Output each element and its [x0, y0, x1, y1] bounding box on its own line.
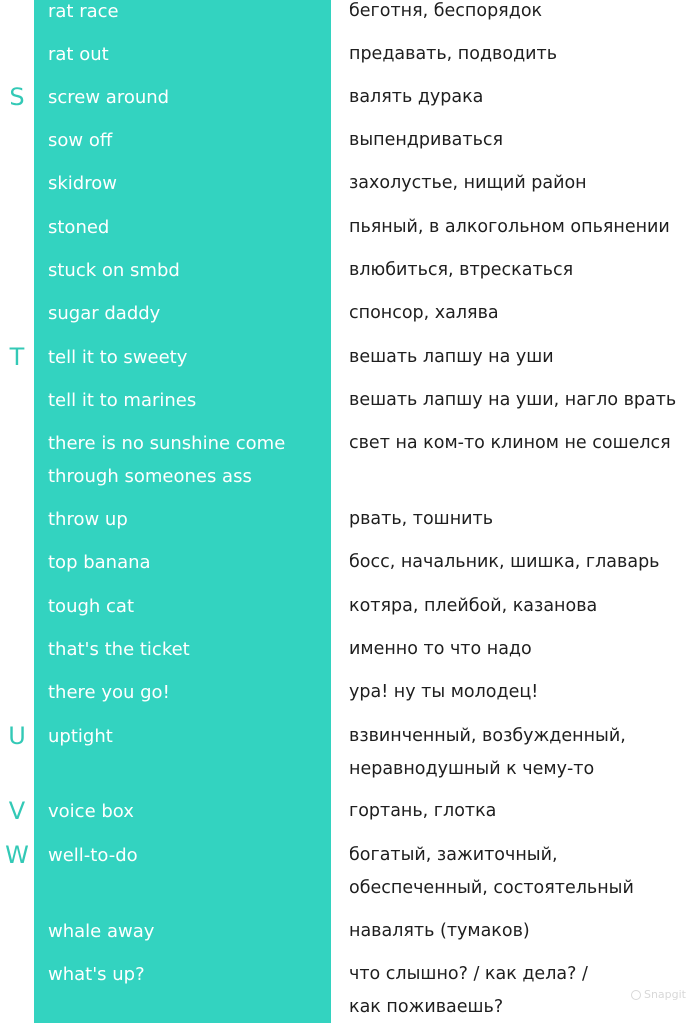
english-phrase: rat race [48, 1, 119, 22]
russian-translation: пьяный, в алкогольном опьянении [349, 217, 670, 237]
watermark [631, 988, 686, 1001]
section-letter: T [9, 343, 25, 371]
russian-translation: ура! ну ты молодец! [349, 682, 539, 702]
english-phrase: sow off [48, 130, 113, 151]
section-letter: V [8, 797, 26, 825]
russian-translation: взвинченный, возбужденный, неравнодушный к чему-то [349, 726, 626, 779]
russian-translation: вешать лапшу на уши [349, 347, 554, 367]
english-phrase: there is no sunshine come through someones ass [48, 433, 286, 487]
russian-translation: валять дурака [349, 87, 484, 107]
watermark-icon [631, 990, 641, 1000]
section-letter: W [5, 841, 29, 869]
russian-translation: босс, начальник, шишка, главарь [349, 552, 660, 572]
english-phrase: there you go! [48, 682, 170, 703]
russian-translation: влюбиться, втрескаться [349, 260, 574, 280]
english-phrase: voice box [48, 801, 134, 822]
russian-translation: вешать лапшу на уши, нагло врать [349, 390, 677, 410]
watermark-text: Snapgit [643, 988, 686, 1001]
english-phrase: rat out [48, 44, 109, 65]
russian-translation: что слышно? / как дела? / как поживаешь? [349, 964, 588, 1017]
english-phrase: uptight [48, 726, 113, 747]
russian-translation: навалять (тумаков) [349, 921, 530, 941]
russian-translation: котяра, плейбой, казанова [349, 596, 598, 616]
russian-translation: спонсор, халява [349, 303, 499, 323]
english-phrase: stuck on smbd [48, 260, 180, 281]
english-phrase: top banana [48, 552, 151, 573]
section-letter: S [9, 83, 25, 111]
english-phrase: tough cat [48, 596, 135, 617]
russian-translation: выпендриваться [349, 130, 504, 150]
english-phrase: skidrow [48, 173, 117, 194]
russian-translation: предавать, подводить [349, 44, 558, 64]
english-phrase: tell it to marines [48, 390, 197, 411]
english-phrase: that's the ticket [48, 639, 190, 660]
russian-translation: рвать, тошнить [349, 509, 494, 529]
english-phrase: screw around [48, 87, 170, 108]
english-phrase: whale away [48, 921, 155, 942]
russian-translation: свет на ком-то клином не сошелся [349, 433, 671, 453]
russian-translation: богатый, зажиточный, обеспеченный, состоятельный [349, 845, 634, 898]
english-phrase: well-to-do [48, 845, 138, 866]
russian-translation: беготня, беспорядок [349, 1, 543, 21]
english-phrase: stoned [48, 217, 110, 238]
russian-translation: захолустье, нищий район [349, 173, 587, 193]
english-phrase: what's up? [48, 964, 145, 985]
russian-translation: именно то что надо [349, 639, 532, 659]
english-phrase: throw up [48, 509, 128, 530]
english-phrase: sugar daddy [48, 303, 161, 324]
russian-translation: гортань, глотка [349, 801, 497, 821]
english-phrase: tell it to sweety [48, 347, 188, 368]
section-letter: U [8, 722, 26, 750]
